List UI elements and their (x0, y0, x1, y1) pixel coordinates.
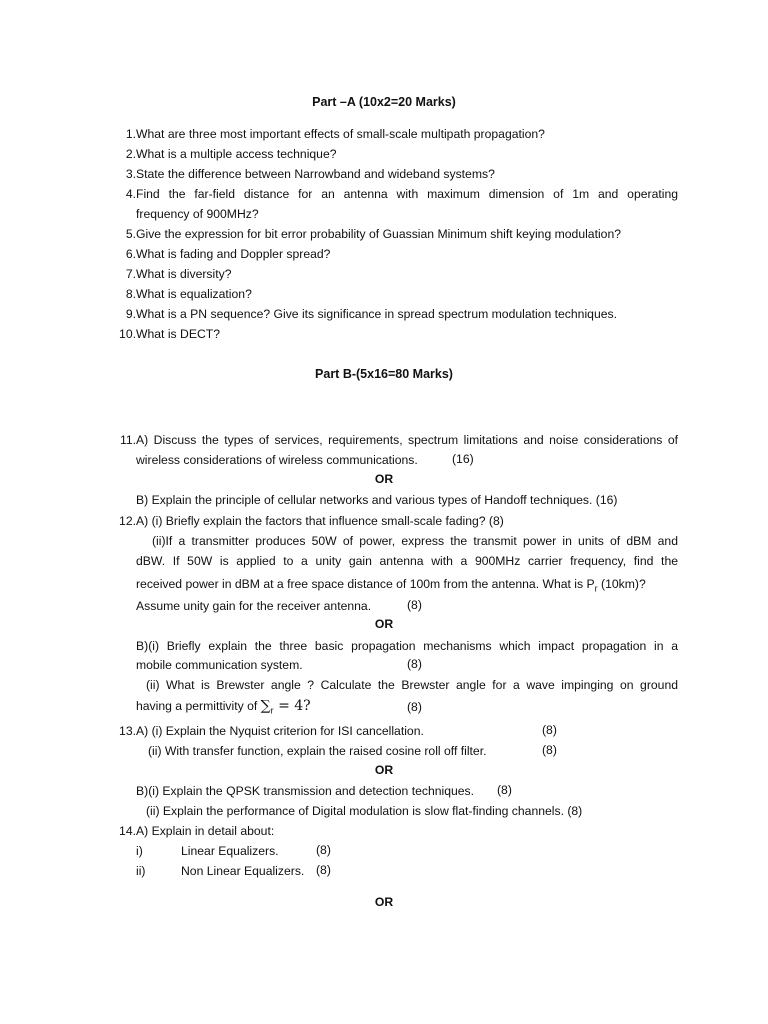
question-number: 3. (125, 167, 136, 181)
question-text: mobile communication system. (136, 658, 303, 672)
question-text: What is a PN sequence? Give its significance in spread spectrum modulation techniques. (136, 307, 617, 321)
question-12-a-ii-line (152, 533, 678, 549)
marks-label: (8) (316, 863, 331, 877)
list-item-text: Linear Equalizers. (181, 844, 279, 858)
or-divider: OR (374, 617, 394, 631)
question-text: What are three most important effects of small-scale multipath propagation? (136, 127, 545, 141)
list-item-roman: ii) (136, 864, 146, 878)
question-text: State the difference between Narrowband and wideband systems? (136, 167, 495, 181)
question-text: A) (i) Briefly explain the factors that influence small-scale fading? (8) (136, 514, 504, 528)
question-13-b-i: B)(i) Explain the QPSK transmission and detection techniques. (136, 784, 475, 798)
question-number: 7. (125, 267, 136, 281)
question-text: What is fading and Doppler spread? (136, 247, 331, 261)
question-text: A) (i) Explain the Nyquist criterion for ISI cancellation. (136, 724, 424, 738)
marks-label: (16) (452, 452, 474, 466)
question-text: A) Discuss the types of services, requirements, spectrum limitations and noise considerations of (136, 433, 678, 447)
question-number: 5. (125, 227, 136, 241)
subscript: r (270, 705, 274, 716)
question-text: What is diversity? (136, 267, 232, 281)
question-text: wireless considerations of wireless communications. (136, 453, 418, 467)
permittivity-symbol: ∑ (260, 698, 271, 714)
question-number: 2. (125, 147, 136, 161)
question-text: What is equalization? (136, 287, 252, 301)
equation: = 4? (273, 698, 311, 714)
or-divider: OR (374, 763, 394, 777)
marks-label: (8) (407, 657, 422, 671)
marks-label: (8) (542, 723, 557, 737)
question-number: 14. (119, 824, 136, 838)
question-text: Give the expression for bit error probability of Guassian Minimum shift keying modulation? (136, 227, 622, 241)
or-divider: OR (374, 895, 394, 909)
marks-label: (8) (407, 598, 422, 612)
question-text: Assume unity gain for the receiver antenna. (136, 599, 372, 613)
question-number: 8. (125, 287, 136, 301)
question-number: 10. (119, 327, 136, 341)
marks-label: (8) (497, 783, 512, 797)
question-12-b-ii-line (146, 677, 678, 693)
question-number: 11. (119, 433, 136, 447)
question-text: What is DECT? (136, 327, 220, 341)
question-text: (ii) What is Brewster angle ? Calculate the Brewster angle for a wave impinging on ground (146, 678, 678, 692)
question-text: frequency of 900MHz? (136, 207, 259, 221)
or-divider: OR (374, 472, 394, 486)
question-12-a-ii-line (136, 553, 678, 569)
question-text: having a permittivity of (136, 699, 261, 713)
marks-label: (8) (542, 743, 557, 757)
question-number: 6. (125, 247, 136, 261)
question-11-b: B) Explain the principle of cellular networks and various types of Handoff techniques. (16) (136, 493, 618, 507)
question-12-b-ii-line (136, 698, 311, 718)
question-12-b-i-line (136, 638, 678, 654)
question-12-a-ii-line (136, 576, 678, 596)
marks-label: (8) (407, 700, 422, 714)
part-b-heading: Part B-(5x16=80 Marks) (315, 367, 453, 381)
question-text: (ii)If a transmitter produces 50W of power, express the transmit power in units of dBM and (152, 534, 678, 548)
subscript: r (594, 583, 598, 594)
question-text: received power in dBM at a free space distance of 100m from the antenna. What is P (136, 577, 595, 591)
question-text: B)(i) Briefly explain the three basic propagation mechanisms which impact propagation in a (136, 639, 678, 653)
question-13-a-ii: (ii) With transfer function, explain the raised cosine roll off filter. (148, 744, 487, 758)
question-number: 1. (125, 127, 136, 141)
question-text: (10km)? (597, 577, 646, 591)
list-item-roman: i) (136, 844, 143, 858)
question-number: 4. (125, 187, 136, 201)
question-text: What is a multiple access technique? (136, 147, 337, 161)
question-text: Find the far-field distance for an antenna with maximum dimension of 1m and operating (136, 187, 678, 201)
question-number: 9. (125, 307, 136, 321)
question-text: A) Explain in detail about: (136, 824, 275, 838)
part-a-heading: Part –A (10x2=20 Marks) (312, 95, 456, 109)
question-number: 13. (119, 724, 136, 738)
question-13-b-ii: (ii) Explain the performance of Digital modulation is slow flat-finding channels. (8) (146, 804, 583, 818)
marks-label: (8) (316, 843, 331, 857)
question-text: dBW. If 50W is applied to a unity gain antenna with a 900MHz carrier frequency, find the (136, 554, 678, 568)
list-item-text: Non Linear Equalizers. (181, 864, 305, 878)
question-number: 12. (119, 514, 136, 528)
